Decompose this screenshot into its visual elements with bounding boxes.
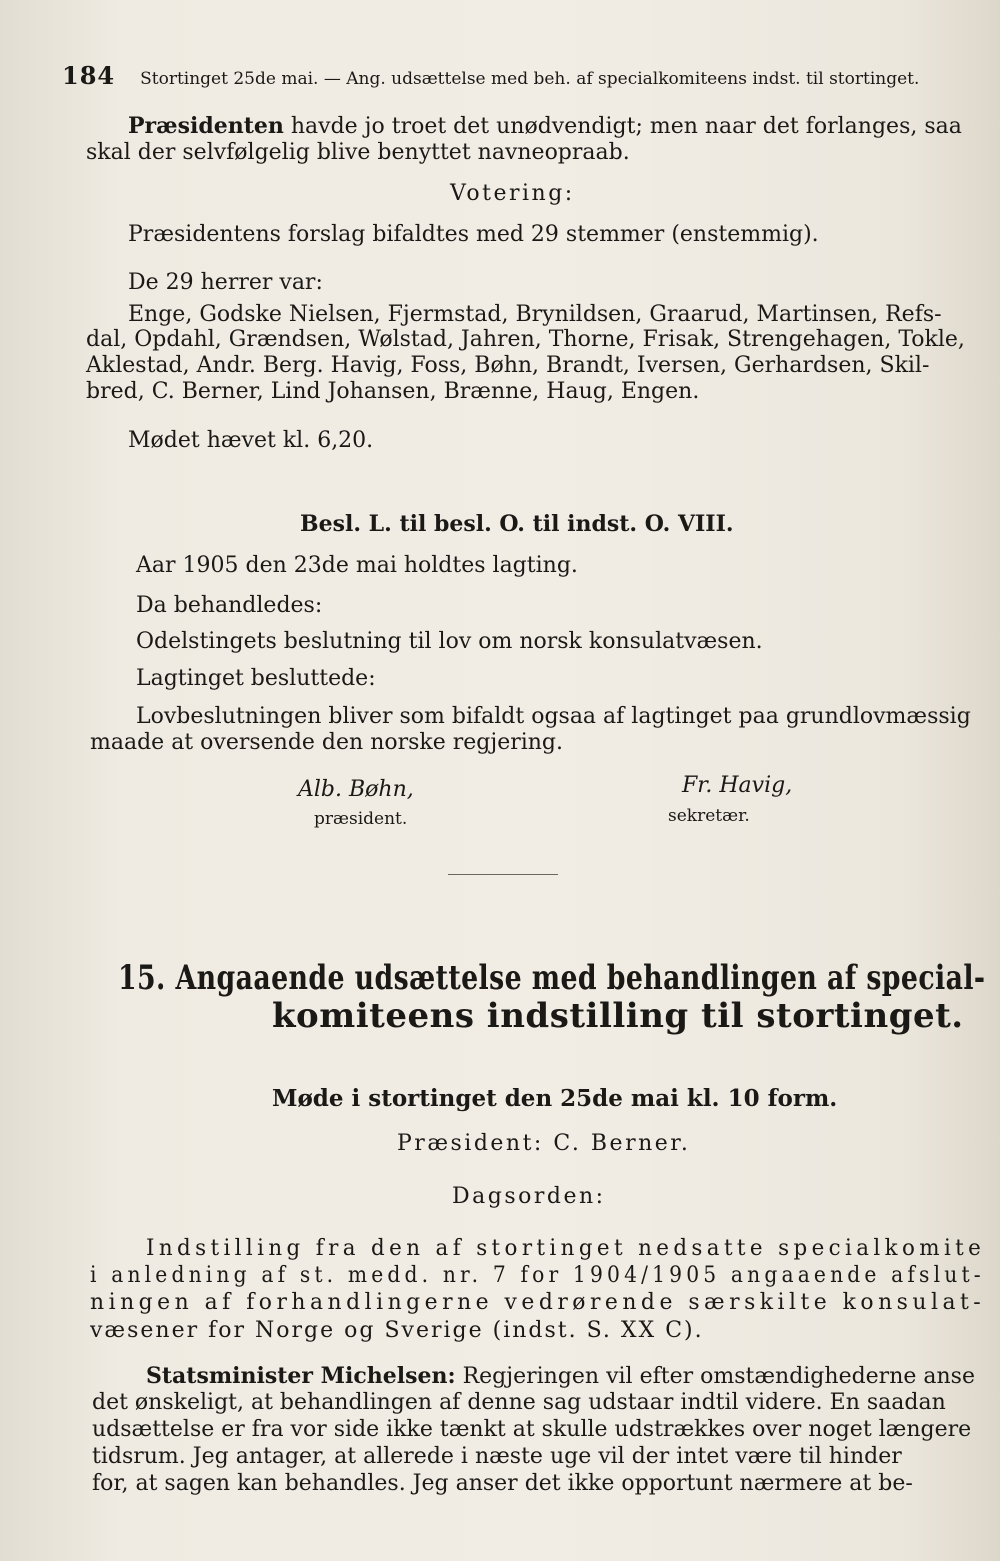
- votering-heading: Votering:: [450, 181, 575, 206]
- agenda-line: væsener for Norge og Sverige (indst. S. XX C).: [90, 1318, 704, 1343]
- signature-secretary-title: sekretær.: [668, 806, 750, 826]
- signature-secretary: Fr. Havig,: [682, 773, 793, 798]
- speech-line: udsættelse er fra vor side ikke tænkt at skulle udstrækkes over noget længere: [92, 1417, 972, 1442]
- signature-president-title: præsident.: [314, 809, 408, 829]
- speech-line: for, at sagen kan behandles. Jeg anser det ikke opportunt nærmere at be-: [92, 1471, 913, 1496]
- members-line: dal, Opdahl, Grændsen, Wølstad, Jahren, Thorne, Frisak, Strengehagen, Tokle,: [86, 327, 965, 352]
- agenda-line: Indstilling fra den af stortinget nedsatte specialkomite: [146, 1236, 986, 1261]
- running-head: Stortinget 25de mai. — Ang. udsættelse med beh. af specialkomiteens indst. til stortinget.: [140, 69, 920, 89]
- speaker-name: Præsidenten: [128, 113, 284, 139]
- members-heading: De 29 herrer var:: [128, 270, 323, 295]
- running-header: [62, 63, 919, 92]
- speech-text: Regjeringen vil efter omstændighederne anse: [455, 1364, 975, 1389]
- resolution-line: Da behandledes:: [136, 593, 323, 618]
- members-line: Aklestad, Andr. Berg. Havig, Foss, Bøhn, Brandt, Iversen, Gerhardsen, Skil-: [86, 353, 930, 378]
- speaker-name: Statsminister Michelsen:: [146, 1363, 456, 1389]
- speech-line-1: [146, 1363, 975, 1390]
- vote-result: Præsidentens forslag bifaldtes med 29 stemmer (enstemmig).: [128, 222, 819, 247]
- page-number: 184: [62, 61, 116, 90]
- resolution-line: Lagtinget besluttede:: [136, 666, 376, 691]
- agenda-line: i anledning af st. medd. nr. 7 for 1904/1905 angaaende afslut-: [90, 1263, 985, 1288]
- president-line: Præsident: C. Berner.: [397, 1131, 691, 1156]
- resolution-line: Odelstingets beslutning til lov om norsk konsulatvæsen.: [136, 629, 763, 654]
- members-line: bred, C. Berner, Lind Johansen, Brænne, Haug, Engen.: [86, 379, 700, 404]
- section-divider: [448, 874, 558, 875]
- intro-line-2: skal der selvfølgelig blive benyttet navneopraab.: [86, 140, 630, 165]
- resolution-line: Aar 1905 den 23de mai holdtes lagting.: [136, 553, 578, 578]
- meeting-adjourned: Mødet hævet kl. 6,20.: [128, 428, 374, 453]
- intro-text: havde jo troet det unødvendigt; men naar det forlanges, saa: [283, 114, 962, 139]
- resolution-line: Lovbeslutningen bliver som bifaldt ogsaa af lagtinget paa grundlovmæssig: [136, 704, 971, 729]
- section-title: 15. Angaaende udsættelse med behandlingen af special-: [118, 958, 986, 998]
- meeting-heading: Møde i stortinget den 25de mai kl. 10 form.: [272, 1085, 838, 1112]
- resolution-line: maade at oversende den norske regjering.: [90, 730, 564, 755]
- speech-line: tidsrum. Jeg antager, at allerede i næste uge vil der intet være til hinder: [92, 1444, 902, 1469]
- section-title: komiteens indstilling til stortinget.: [272, 996, 964, 1036]
- speech-line: det ønskeligt, at behandlingen af denne sag udstaar indtil videre. En saadan: [92, 1390, 946, 1415]
- signature-president: Alb. Bøhn,: [298, 777, 414, 802]
- agenda-line: ningen af forhandlingerne vedrørende særskilte konsulat-: [90, 1290, 986, 1315]
- agenda-heading: Dagsorden:: [452, 1184, 606, 1209]
- resolution-heading: Besl. L. til besl. O. til indst. O. VIII.: [300, 511, 734, 537]
- intro-line-1: [128, 113, 962, 140]
- members-line: Enge, Godske Nielsen, Fjermstad, Brynildsen, Graarud, Martinsen, Refs-: [128, 302, 942, 327]
